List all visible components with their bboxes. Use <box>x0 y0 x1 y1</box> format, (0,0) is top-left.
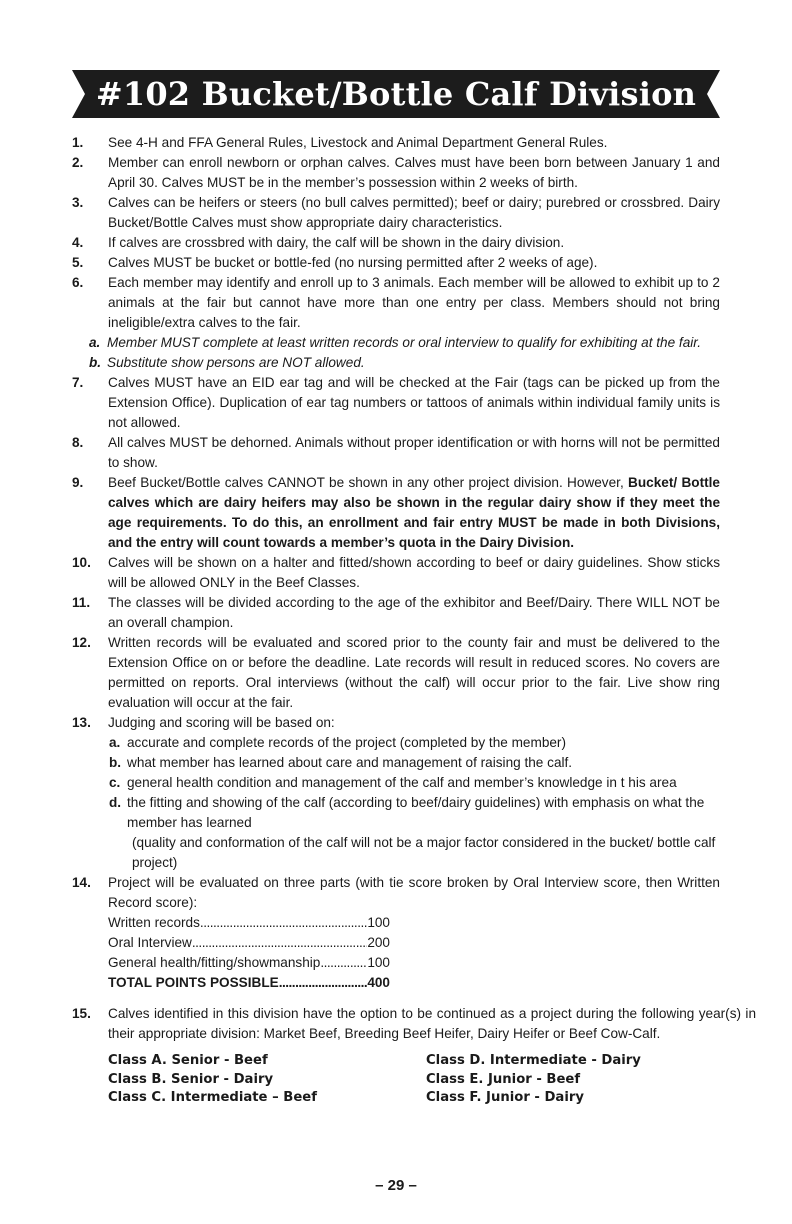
sub-text: Member MUST complete at least written records or oral interview to qualify for exhibiting at the fair. <box>107 335 702 350</box>
rule-bold-text: Bucket/ Bottle calves which are dairy heifers may also be shown in the regular dairy show if they meet the age requirements. To do this, an enrollment and fair entry MUST be made in both Divisions, and the entry will count towards a member’s quota in the Dairy Division. <box>108 475 720 550</box>
rule-text: Each member may identify and enroll up to 3 animals. Each member will be allowed to exhibit up to 2 animals at the fair but cannot have more than one entry per class. Members should not bring ineligible/extra calves to the fair. <box>108 275 720 330</box>
sub-letter: c. <box>109 775 121 790</box>
rule-text: Written records will be evaluated and scored prior to the county fair and must be delivered to the Extension Office on or before the deadline. Late records will result in reduced scores. No covers are permitted on reports. Oral interviews (without the calf) will occur prior to the fair. Live show ring evaluation will occur at the fair. <box>108 635 720 710</box>
score-row <box>108 933 390 953</box>
sub-letter: b. <box>89 355 102 370</box>
rule-item <box>72 133 720 153</box>
rule-number: 13. <box>72 715 91 730</box>
rules-list <box>72 133 756 1108</box>
rule-text: Project will be evaluated on three parts (with tie score broken by Oral Interview score, then Written Record score): <box>108 875 720 910</box>
rule-number: 7. <box>72 375 84 390</box>
sub-item <box>72 793 720 833</box>
rule-text: All calves MUST be dehorned. Animals without proper identification or with horns will not be permitted to show. <box>108 435 720 470</box>
class-item: Class D. Intermediate - Dairy <box>426 1053 641 1068</box>
rule-item <box>72 253 720 273</box>
rule-item <box>72 1004 756 1108</box>
rule-number: 9. <box>72 475 84 490</box>
judging-note: (quality and conformation of the calf will not be a major factor considered in the bucket/ bottle calf project) <box>132 835 716 870</box>
rule-text: Member can enroll newborn or orphan calves. Calves must have been born between January 1 and April 30. Calves MUST be in the member’s possession within 2 weeks of birth. <box>108 155 720 190</box>
sub-letter: a. <box>109 735 121 750</box>
class-item: Class E. Junior - Beef <box>426 1071 581 1087</box>
rule-number: 14. <box>72 875 91 890</box>
score-total-value: 400 <box>367 975 390 990</box>
sub-letter: b. <box>109 755 122 770</box>
page-number: – 29 – <box>375 1177 417 1194</box>
rule-item <box>72 873 720 993</box>
score-value: 100 <box>367 955 390 970</box>
score-row <box>108 953 390 973</box>
rule-number: 1. <box>72 135 84 150</box>
score-total-label: TOTAL POINTS POSSIBLE <box>108 975 279 990</box>
score-row <box>108 913 390 933</box>
sub-text: general health condition and management of the calf and member’s knowledge in t his area <box>127 775 677 790</box>
rule-item <box>72 593 720 633</box>
page-title: #102 Bucket/Bottle Calf Division <box>95 75 697 113</box>
class-item: Class A. Senior - Beef <box>108 1053 268 1068</box>
sub-item <box>72 773 720 793</box>
rule-text: See 4-H and FFA General Rules, Livestock and Animal Department General Rules. <box>108 135 608 150</box>
rule-item <box>72 153 720 193</box>
rule-item <box>72 473 720 553</box>
rule-item <box>72 713 720 733</box>
rule-item <box>72 433 720 473</box>
rule-item <box>72 553 720 593</box>
rule-text: Judging and scoring will be based on: <box>108 715 335 730</box>
sub-text: Substitute show persons are NOT allowed. <box>107 355 365 370</box>
sub-text: what member has learned about care and management of raising the calf. <box>127 755 573 770</box>
rule-item <box>72 193 720 233</box>
rule-item <box>72 373 720 433</box>
rule-number: 15. <box>72 1006 91 1021</box>
rule-number: 2. <box>72 155 84 170</box>
class-item: Class C. Intermediate – Beef <box>108 1090 317 1105</box>
title-banner <box>72 70 720 118</box>
rule-text: If calves are crossbred with dairy, the calf will be shown in the dairy division. <box>108 235 565 250</box>
rule-text: The classes will be divided according to the age of the exhibitor and Beef/Dairy. There WILL NOT be an overall champion. <box>108 595 720 630</box>
score-total-row <box>108 973 390 993</box>
rule-item <box>72 633 720 713</box>
sub-text: accurate and complete records of the project (completed by the member) <box>127 735 566 750</box>
sub-letter: a. <box>89 335 101 350</box>
rule-text: Beef Bucket/Bottle calves CANNOT be shown in any other project division. However, <box>108 475 629 490</box>
rule-text: Calves can be heifers or steers (no bull calves permitted); beef or dairy; purebred or crossbred. Dairy Bucket/Bottle Calves must show appropriate dairy characteristics. <box>108 195 720 230</box>
rule-number: 11. <box>72 595 91 610</box>
rule-number: 3. <box>72 195 84 210</box>
sub-item <box>72 353 720 373</box>
rule-text: Calves MUST be bucket or bottle-fed (no nursing permitted after 2 weeks of age). <box>108 255 598 270</box>
rule-number: 12. <box>72 635 91 650</box>
score-label: Written records <box>108 915 200 930</box>
score-label: Oral Interview <box>108 935 192 950</box>
rule-item <box>72 233 720 253</box>
class-item: Class F. Junior - Dairy <box>426 1090 584 1105</box>
class-list <box>108 1052 756 1108</box>
score-label: General health/fitting/showmanship <box>108 955 321 970</box>
class-item: Class B. Senior - Dairy <box>108 1071 274 1087</box>
rule-number: 5. <box>72 255 84 270</box>
rule-number: 10. <box>72 555 91 570</box>
sub-item <box>72 753 720 773</box>
sub-item <box>72 733 720 753</box>
rule-number: 8. <box>72 435 84 450</box>
rule-number: 4. <box>72 235 84 250</box>
rule-text: Calves identified in this division have the option to be continued as a project during the following year(s) in their appropriate division: Market Beef, Breeding Beef Heifer, Dairy Heifer or Beef Cow-Calf. <box>108 1006 756 1041</box>
rule-text: Calves will be shown on a halter and fitted/shown according to beef or dairy guidelines. Show sticks will be allowed ONLY in the Beef Classes. <box>108 555 720 590</box>
score-value: 100 <box>367 915 390 930</box>
score-value: 200 <box>367 935 390 950</box>
sub-letter: d. <box>109 795 122 810</box>
sub-text: the fitting and showing of the calf (according to beef/dairy guidelines) with emphasis on what the member has learned <box>127 795 705 830</box>
rule-text: Calves MUST have an EID ear tag and will be checked at the Fair (tags can be picked up from the Extension Office). Duplication of ear tag numbers or tattoos of animals within individual family units is not allowed. <box>108 375 720 430</box>
rule-item <box>72 273 720 333</box>
rule-number: 6. <box>72 275 84 290</box>
sub-item <box>72 333 720 353</box>
